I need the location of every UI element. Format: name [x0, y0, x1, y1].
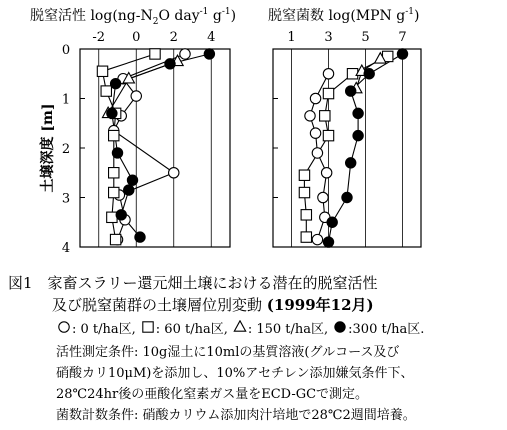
data-point: [321, 168, 331, 178]
y-tick-label: 1: [61, 92, 71, 108]
data-point: [323, 130, 333, 140]
legend-label: : 150 t/ha区,: [247, 322, 329, 337]
data-point: [346, 86, 356, 96]
y-tick-label: 3: [61, 191, 71, 207]
data-point: [110, 234, 120, 244]
denitrification-activity-chart: [62, 30, 230, 256]
x-tick-label: 3: [324, 30, 333, 45]
legend-marker: [233, 320, 247, 334]
x-tick-label: 0: [132, 30, 141, 45]
data-point: [342, 192, 352, 202]
data-point: [310, 93, 320, 103]
y-tick-label: 4: [61, 241, 71, 256]
data-point: [165, 59, 175, 69]
data-point: [107, 212, 117, 222]
data-point: [327, 217, 337, 227]
data-point: [110, 78, 120, 88]
data-point: [112, 148, 122, 158]
data-point: [107, 108, 117, 118]
denitrifier-count-chart: [273, 30, 421, 247]
data-point: [150, 49, 160, 59]
data-point: [318, 192, 328, 202]
data-point: [301, 210, 311, 220]
data-point: [323, 88, 333, 98]
data-point: [109, 187, 119, 197]
x-tick-label: 5: [361, 30, 370, 45]
legend-symbol: [335, 322, 345, 332]
data-point: [299, 170, 309, 180]
legend-item: [232, 320, 332, 339]
legend-label: :300 t/ha区.: [348, 322, 425, 337]
figure-caption-title: [8, 274, 507, 293]
data-point: [353, 130, 363, 140]
data-point: [299, 187, 309, 197]
data-point: [310, 128, 320, 138]
data-point: [397, 49, 407, 59]
caption-date: (1999年12月): [266, 296, 374, 314]
data-point: [312, 234, 322, 244]
x-tick-label: 4: [207, 30, 216, 45]
caption-notes: [56, 342, 507, 426]
legend-marker: [333, 320, 347, 334]
figure-caption-title-2: [52, 296, 507, 315]
y-tick-label: 2: [61, 142, 71, 157]
data-point: [312, 148, 322, 158]
legend-marker: [141, 320, 155, 334]
data-point: [131, 91, 141, 101]
legend-symbol: [234, 321, 245, 331]
legend-item: [140, 320, 232, 339]
legend-marker: [57, 320, 71, 334]
note-line: 硝酸カリ10μM)を添加し、10%アセチレン添加嫌気条件下、: [56, 366, 414, 381]
data-point: [169, 168, 179, 178]
x-tick-label: 7: [398, 30, 407, 45]
data-point: [109, 168, 119, 178]
legend-item: [332, 320, 428, 339]
legend-item: [56, 320, 140, 339]
legend-label: : 0 t/ha区,: [72, 322, 136, 337]
legend-label: : 60 t/ha区,: [155, 322, 228, 337]
data-point: [116, 210, 126, 220]
caption-line-2: 及び脱窒菌群の土壌層位別変動: [52, 296, 263, 314]
caption-line-1: 図1 家畜スラリー還元畑土壌における潜在的脱窒活性: [8, 274, 378, 292]
data-point: [320, 111, 330, 121]
note-line: 菌数計数条件: 硝酸カリウム添加肉汁培地で28℃2週間培養。: [56, 408, 416, 423]
data-point: [97, 66, 107, 76]
data-point: [323, 69, 333, 79]
plot-frame: [80, 49, 230, 247]
x-tick-label: -2: [92, 30, 106, 45]
right-chart-title: 脱窒菌数 log(MPN $g^{-1}$): [268, 7, 420, 24]
data-point: [180, 49, 190, 59]
data-point: [353, 108, 363, 118]
data-point: [124, 185, 134, 195]
data-point: [101, 86, 111, 96]
data-point: [204, 49, 214, 59]
y-axis-label: 土壌深度 [m]: [40, 103, 56, 193]
x-tick-label: 1: [287, 30, 296, 45]
legend-symbol: [143, 322, 153, 332]
data-point: [323, 237, 333, 247]
data-point: [301, 232, 311, 242]
data-point: [135, 232, 145, 242]
legend-symbol: [59, 322, 69, 332]
data-point: [347, 69, 357, 79]
caption-legend: [56, 320, 507, 339]
data-point: [346, 158, 356, 168]
data-point: [127, 175, 137, 185]
data-point: [305, 111, 315, 121]
note-line: 活性測定条件: 10g湿土に10mlの基質溶液(グルコース及び: [56, 345, 400, 360]
data-point: [364, 69, 374, 79]
x-tick-label: 2: [169, 30, 178, 45]
note-line: 28℃24hr後の亜酸化窒素ガス量をECD-GCで測定。: [56, 387, 369, 402]
left-chart-title: 脱窒活性 $\log(ng-N_2O$ day$^{-1}$ $g^{-1}$): [30, 7, 237, 27]
y-tick-label: 0: [61, 43, 71, 58]
data-point: [109, 130, 119, 140]
